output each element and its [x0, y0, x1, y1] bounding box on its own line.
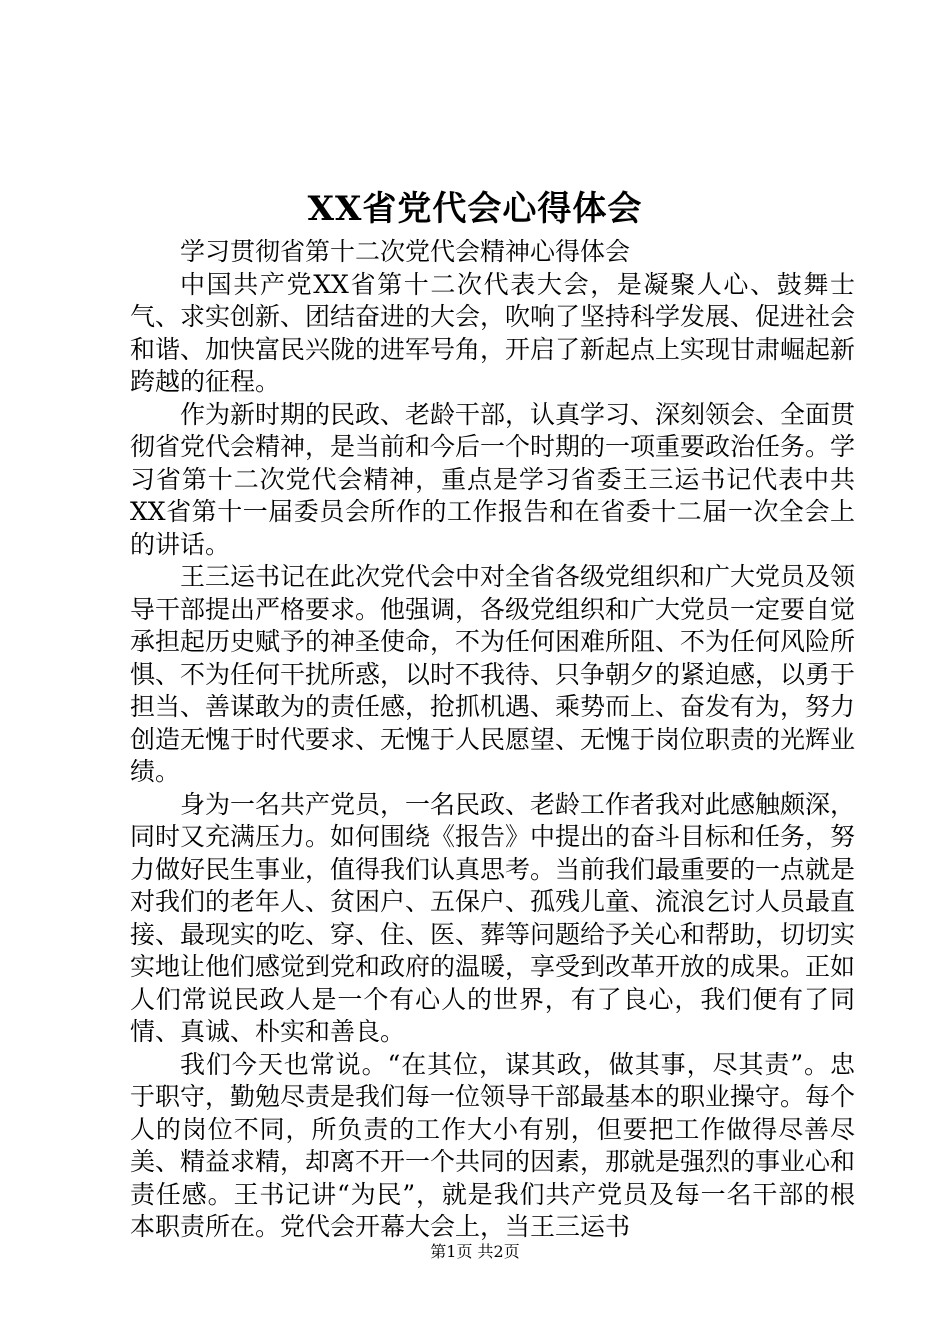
paragraph: 作为新时期的民政、老龄干部，认真学习、深刻领会、全面贯彻省党代会精神，是当前和今后一个时期的一项重要政治任务。学习省第十二次党代会精神，重点是学习省委王三运书记代表中共XX省第十一届委员会所作的工作报告和在省委十二届一次全会上的讲话。	[130, 399, 856, 559]
paragraph: 身为一名共产党员，一名民政、老龄工作者我对此感触颇深，同时又充满压力。如何围绕《报告》中提出的奋斗目标和任务，努力做好民生事业，值得我们认真思考。当前我们最重要的一点就是对我们的老年人、贫困户、五保户、孤残儿童、流浪乞讨人员最直接、最现实的吃、穿、住、医、葬等问题给予关心和帮助，切切实实地让他们感觉到党和政府的温暖，享受到改革开放的成果。正如人们常说民政人是一个有心人的世界，有了良心，我们便有了同情、真诚、朴实和善良。	[130, 789, 856, 1046]
paragraph: 中国共产党XX省第十二次代表大会，是凝聚人心、鼓舞士气、求实创新、团结奋进的大会，吹响了坚持科学发展、促进社会和谐、加快富民兴陇的进军号角，开启了新起点上实现甘肃崛起新跨越的征程。	[130, 269, 856, 396]
paragraph: 王三运书记在此次党代会中对全省各级党组织和广大党员及领导干部提出严格要求。他强调，各级党组织和广大党员一定要自觉承担起历史赋予的神圣使命，不为任何困难所阻、不为任何风险所惧、不为任何干扰所惑，以时不我待、只争朝夕的紧迫感，以勇于担当、善谋敢为的责任感，抢抓机遇、乘势而上、奋发有为，努力创造无愧于时代要求、无愧于人民愿望、无愧于岗位职责的光辉业绩。	[130, 562, 856, 786]
subtitle-paragraph: 学习贯彻省第十二次党代会精神心得体会	[180, 237, 631, 266]
document-title: XX省党代会心得体会	[307, 189, 643, 229]
paragraph: 我们今天也常说。“在其位，谋其政，做其事，尽其责”。忠于职守，勤勉尽责是我们每一位领导干部最基本的职业操守。每个人的岗位不同，所负责的工作大小有别，但要把工作做得尽善尽美、精益求精，却离不开一个共同的因素，那就是强烈的事业心和责任感。王书记讲“为民”，就是我们共产党员及每一名干部的根本职责所在。党代会开幕大会上，当王三运书	[130, 1049, 856, 1241]
page-footer: 第1页 共2页	[430, 1242, 520, 1261]
document-body	[130, 236, 855, 1244]
